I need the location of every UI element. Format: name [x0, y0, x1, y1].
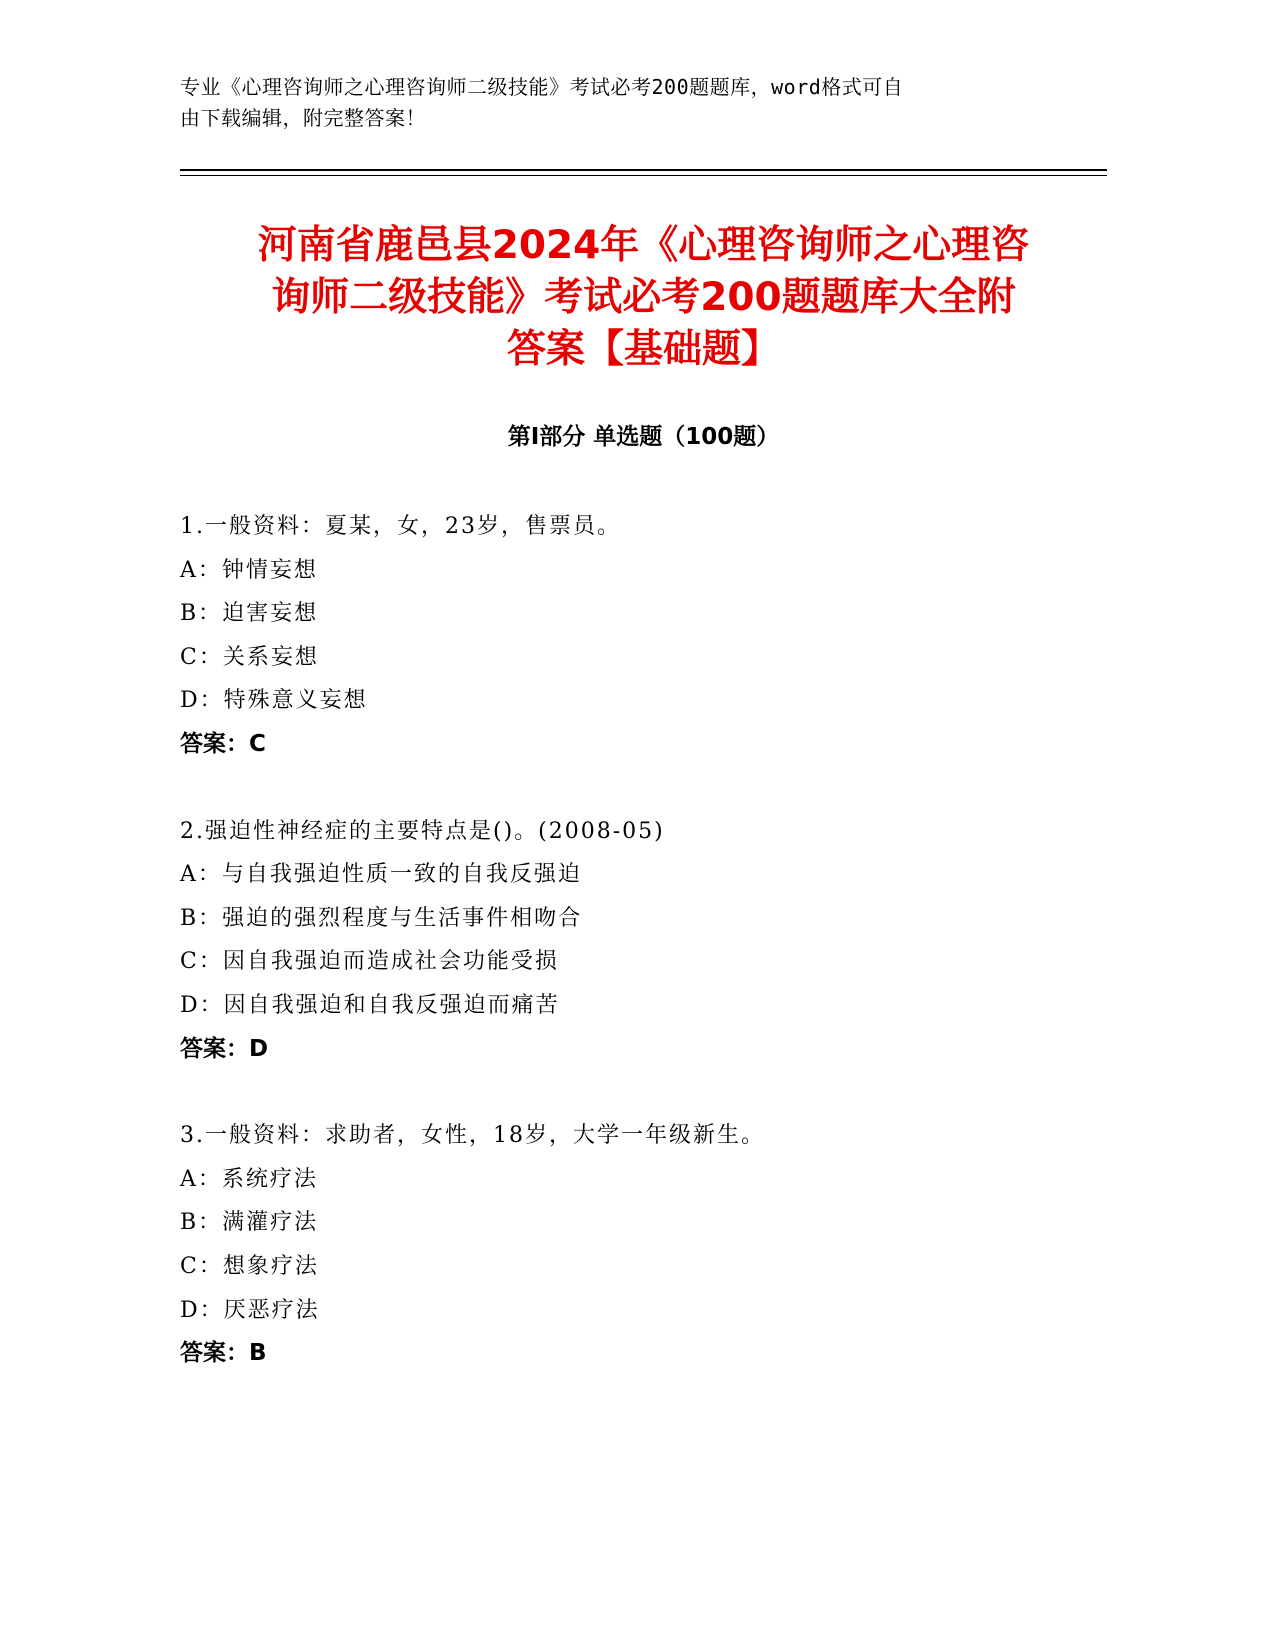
answer-label: 答案：B — [180, 1340, 267, 1367]
question-item — [180, 1114, 1107, 1376]
question-item — [180, 810, 1107, 1072]
option-b: B：强迫的强烈程度与生活事件相吻合 — [180, 905, 583, 931]
option-c: C：想象疗法 — [180, 1253, 319, 1279]
intro-line-1: 专业《心理咨询师之心理咨询师二级技能》考试必考200题题库，word格式可自 — [180, 75, 904, 99]
section-title: 第Ⅰ部分 单选题（100题） — [507, 424, 780, 450]
option-d: D：因自我强迫和自我反强迫而痛苦 — [180, 992, 560, 1018]
option-c: C：因自我强迫而造成社会功能受损 — [180, 949, 559, 975]
option-d: D：特殊意义妄想 — [180, 688, 368, 714]
intro-line-2: 由下载编辑，附完整答案！ — [180, 106, 426, 130]
answer-label: 答案：C — [180, 730, 266, 757]
question-stem: 1.一般资料：夏某，女，23岁，售票员。 — [180, 514, 621, 539]
option-c: C：关系妄想 — [180, 644, 319, 670]
header-rule-thin — [180, 175, 1107, 176]
question-list — [180, 505, 1107, 1419]
option-a: A：钟情妄想 — [180, 557, 318, 583]
option-b: B：满灌疗法 — [180, 1210, 319, 1236]
question-stem: 2.强迫性神经症的主要特点是()。(2008-05) — [180, 818, 665, 844]
title-line-3: 答案【基础题】 — [506, 327, 780, 372]
option-b: B：迫害妄想 — [180, 601, 319, 627]
header-rule-thick — [180, 169, 1107, 171]
question-item — [180, 505, 1107, 767]
question-stem: 3.一般资料：求助者，女性，18岁，大学一年级新生。 — [180, 1123, 765, 1149]
title-line-1: 河南省鹿邑县2024年《心理咨询师之心理咨 — [257, 223, 1030, 268]
document-intro — [180, 72, 1040, 134]
document-title — [160, 220, 1127, 376]
answer-label: 答案：D — [180, 1035, 269, 1062]
title-line-2: 询师二级技能》考试必考200题题库大全附 — [271, 275, 1016, 320]
option-d: D：厌恶疗法 — [180, 1297, 320, 1323]
option-a: A：系统疗法 — [180, 1166, 318, 1192]
option-a: A：与自我强迫性质一致的自我反强迫 — [180, 862, 582, 888]
